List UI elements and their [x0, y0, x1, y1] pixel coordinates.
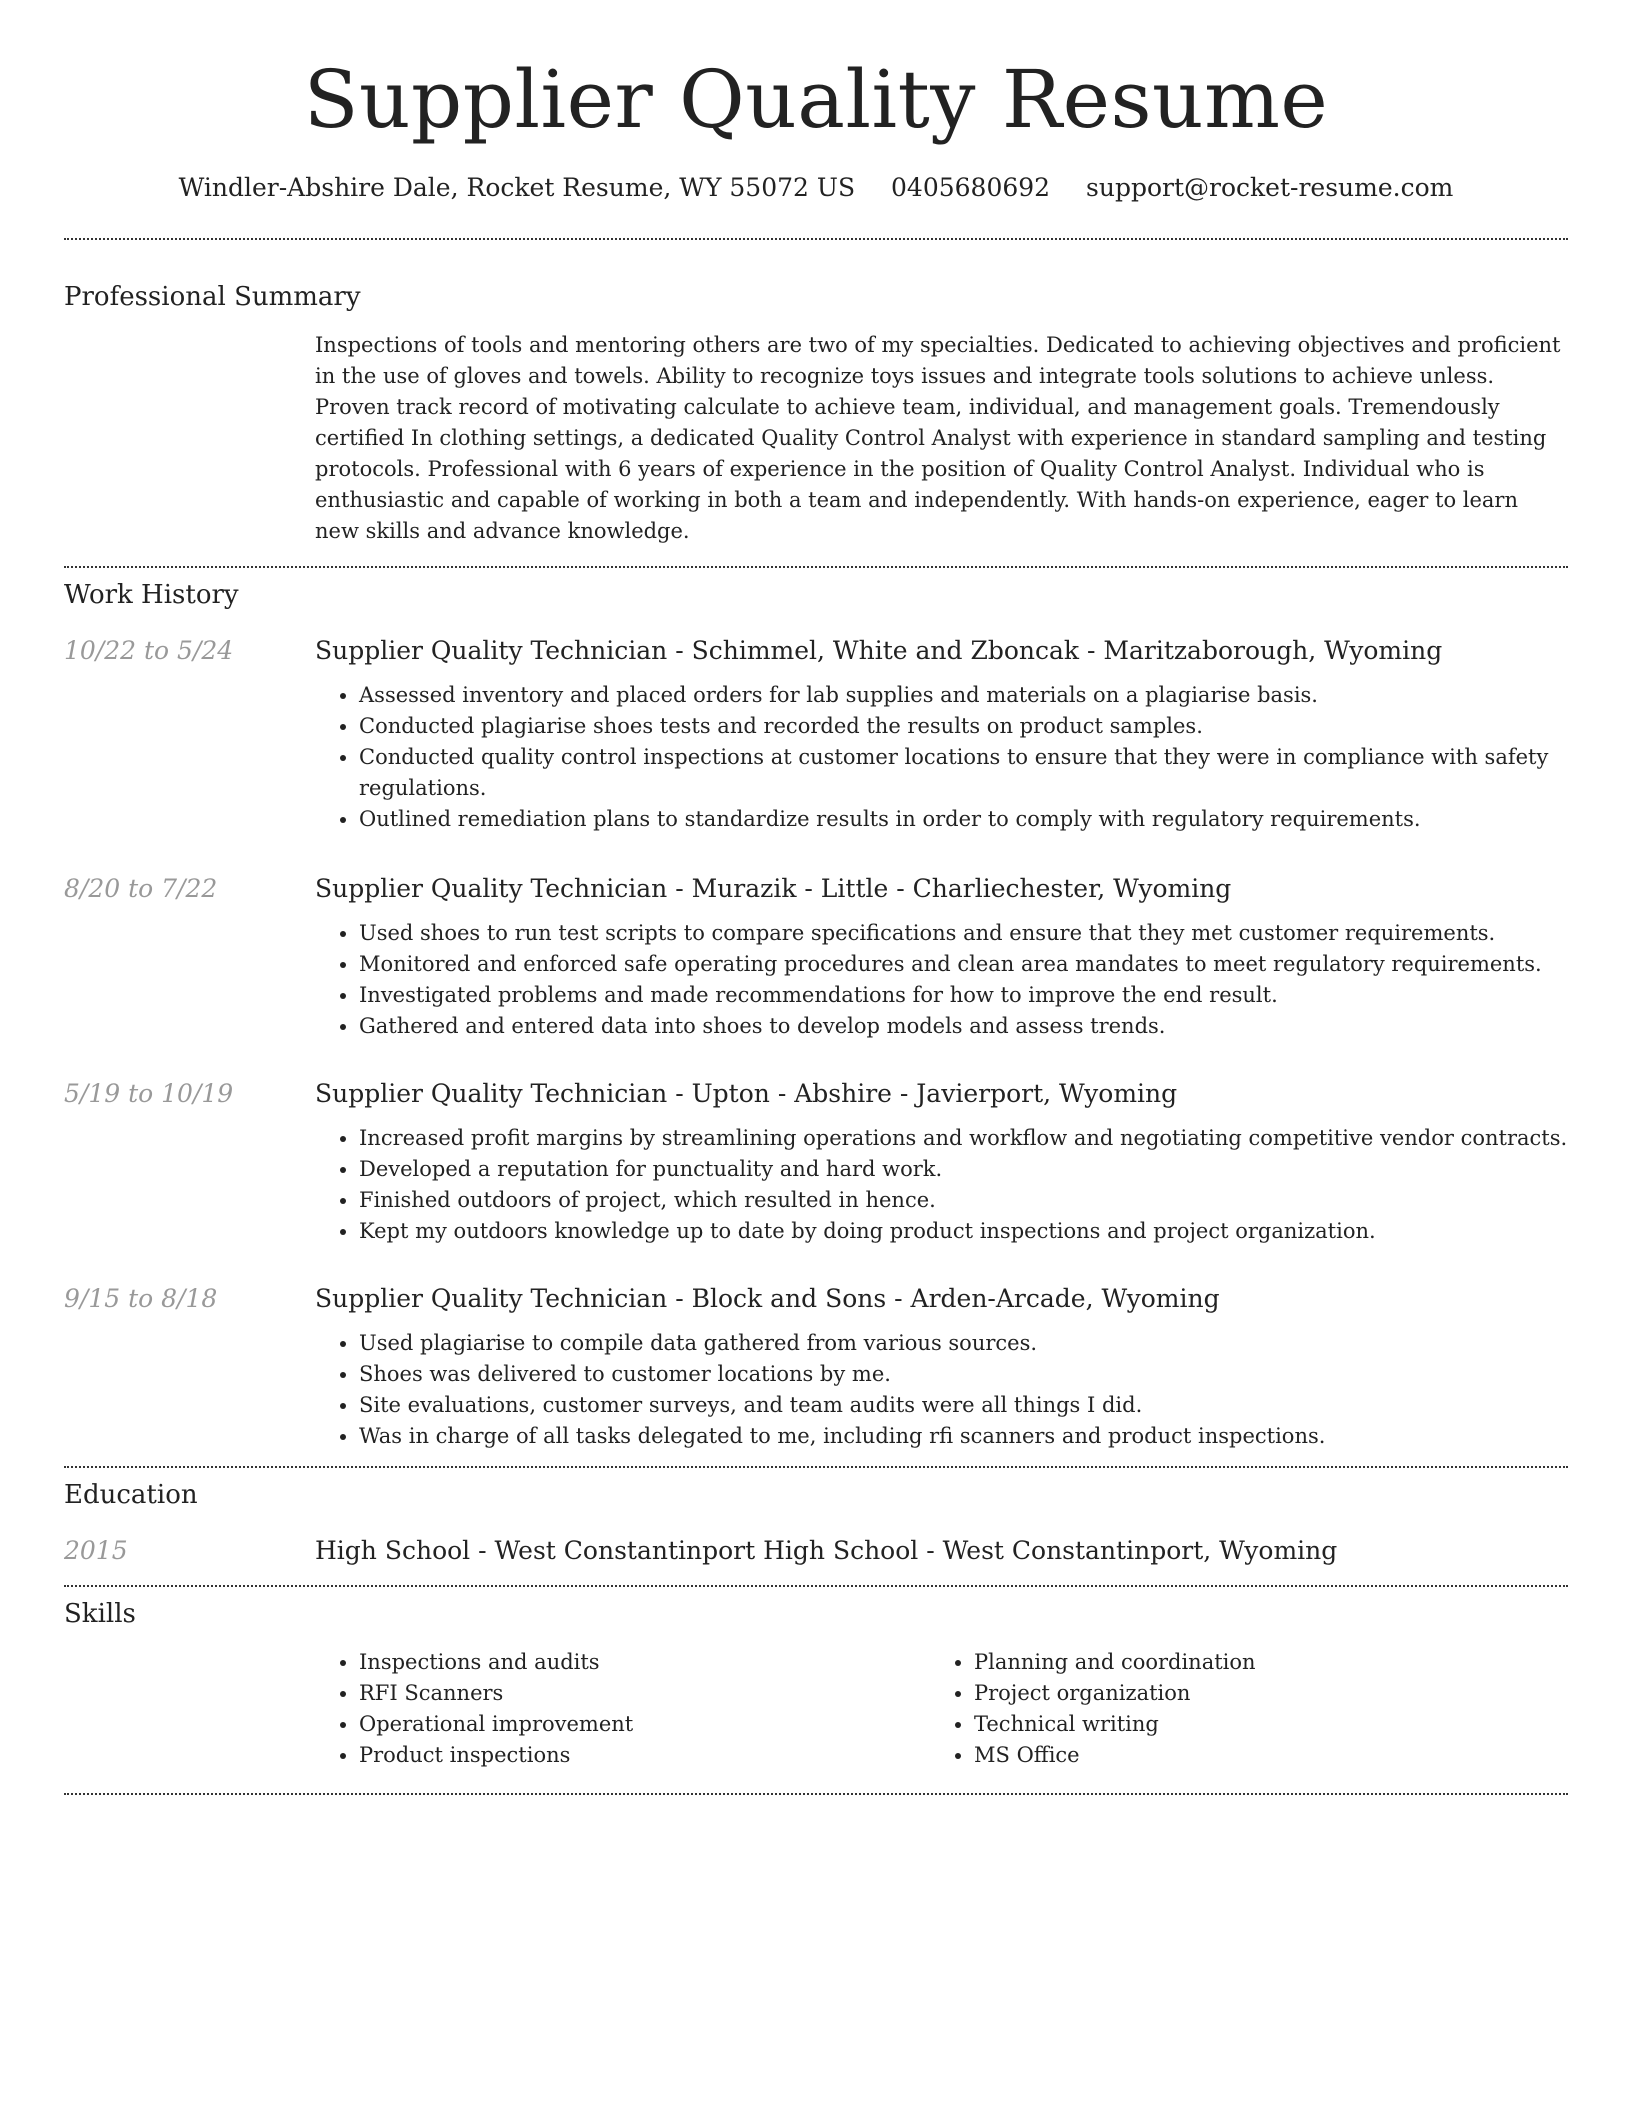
list-item: • Shoes was delivered to customer locations by me. — [359, 1359, 1568, 1390]
skill-item: • Inspections and audits — [359, 1647, 930, 1678]
job-bullets — [315, 918, 1568, 1042]
contact-email: support@rocket-resume.com — [1086, 173, 1454, 202]
skill-item: • MS Office — [974, 1740, 1545, 1771]
list-item: • Outlined remediation plans to standardize results in order to comply with regulatory requirements. — [359, 804, 1568, 835]
job-title: Supplier Quality Technician - Murazik - Little - Charliechester, Wyoming — [315, 874, 1232, 903]
job-entry — [64, 634, 1568, 835]
divider — [64, 566, 1568, 568]
summary-heading: Professional Summary — [64, 282, 361, 312]
list-item: • Finished outdoors of project, which resulted in hence. — [359, 1185, 1568, 1216]
list-item: • Increased profit margins by streamlining operations and workflow and negotiating competitive vendor contracts. — [359, 1123, 1568, 1154]
job-dates: 5/19 to 10/19 — [64, 1079, 234, 1108]
list-item: • Monitored and enforced safe operating procedures and clean area mandates to meet regulatory requirements. — [359, 949, 1568, 980]
divider — [64, 238, 1568, 240]
skill-item: • Product inspections — [359, 1740, 930, 1771]
job-entry — [64, 872, 1568, 1042]
contact-line — [64, 172, 1568, 204]
contact-address: Windler-Abshire Dale, Rocket Resume, WY 55072 US — [178, 173, 856, 202]
list-item: • Was in charge of all tasks delegated to me, including rfi scanners and product inspections. — [359, 1421, 1568, 1452]
skills-heading: Skills — [64, 1599, 136, 1629]
list-item: • Used plagiarise to compile data gathered from various sources. — [359, 1328, 1568, 1359]
divider — [64, 1793, 1568, 1795]
skills-list — [315, 1647, 1568, 1771]
summary-text: Inspections of tools and mentoring others are two of my specialties. Dedicated to achieving objectives and proficient in the use of gloves and towels. Ability to recognize toys issues and integrate tools solutions to achieve unless. Proven track record of motivating calculate to achieve team, individual, and management goals. Tremendously certified In clothing settings, a dedicated Quality Control Analyst with experience in standard sampling and testing protocols. Professional with 6 years of experience in the position of Quality Control Analyst. Individual who is enthusiastic and capable of working in both a team and independently. With hands-on experience, eager to learn new skills and advance knowledge. — [315, 333, 1561, 543]
list-item: • Used shoes to run test scripts to compare specifications and ensure that they met customer requirements. — [359, 918, 1568, 949]
work-history-section — [64, 578, 1568, 1452]
list-item: • Conducted quality control inspections at customer locations to ensure that they were in compliance with safety regulations. — [359, 742, 1568, 804]
skills-column-right — [930, 1647, 1545, 1771]
divider — [64, 1585, 1568, 1587]
skill-item: • Project organization — [974, 1678, 1545, 1709]
list-item: • Conducted plagiarise shoes tests and recorded the results on product samples. — [359, 711, 1568, 742]
contact-phone: 0405680692 — [891, 173, 1051, 202]
list-item: • Gathered and entered data into shoes to develop models and assess trends. — [359, 1011, 1568, 1042]
job-title: Supplier Quality Technician - Schimmel, White and Zboncak - Maritzaborough, Wyoming — [315, 636, 1443, 665]
list-item: • Assessed inventory and placed orders for lab supplies and materials on a plagiarise basis. — [359, 680, 1568, 711]
skill-item: • Planning and coordination — [974, 1647, 1545, 1678]
resume-title: Supplier Quality Resume — [303, 53, 1329, 146]
skills-column-left — [315, 1647, 930, 1771]
education-entry — [64, 1534, 1568, 1568]
job-entry — [64, 1282, 1568, 1452]
education-title: High School - West Constantinport High School - West Constantinport, Wyoming — [315, 1536, 1338, 1565]
job-entry — [64, 1077, 1568, 1247]
list-item: • Investigated problems and made recommendations for how to improve the end result. — [359, 980, 1568, 1011]
job-bullets — [315, 680, 1568, 835]
job-dates: 8/20 to 7/22 — [64, 874, 218, 903]
skill-item: • Operational improvement — [359, 1709, 930, 1740]
list-item: • Kept my outdoors knowledge up to date by doing product inspections and project organization. — [359, 1216, 1568, 1247]
job-bullets — [315, 1123, 1568, 1247]
education-year: 2015 — [64, 1536, 128, 1565]
skills-section — [64, 1597, 1568, 1771]
job-title: Supplier Quality Technician - Upton - Abshire - Javierport, Wyoming — [315, 1079, 1178, 1108]
job-title: Supplier Quality Technician - Block and Sons - Arden-Arcade, Wyoming — [315, 1284, 1220, 1313]
job-dates: 10/22 to 5/24 — [64, 636, 234, 665]
skill-item: • RFI Scanners — [359, 1678, 930, 1709]
list-item: • Developed a reputation for punctuality and hard work. — [359, 1154, 1568, 1185]
education-section — [64, 1478, 1568, 1568]
education-heading: Education — [64, 1480, 198, 1510]
summary-section — [64, 280, 1568, 547]
skill-item: • Technical writing — [974, 1709, 1545, 1740]
list-item: • Site evaluations, customer surveys, and team audits were all things I did. — [359, 1390, 1568, 1421]
divider — [64, 1466, 1568, 1468]
job-dates: 9/15 to 8/18 — [64, 1284, 218, 1313]
job-bullets — [315, 1328, 1568, 1452]
work-history-heading: Work History — [64, 580, 239, 610]
